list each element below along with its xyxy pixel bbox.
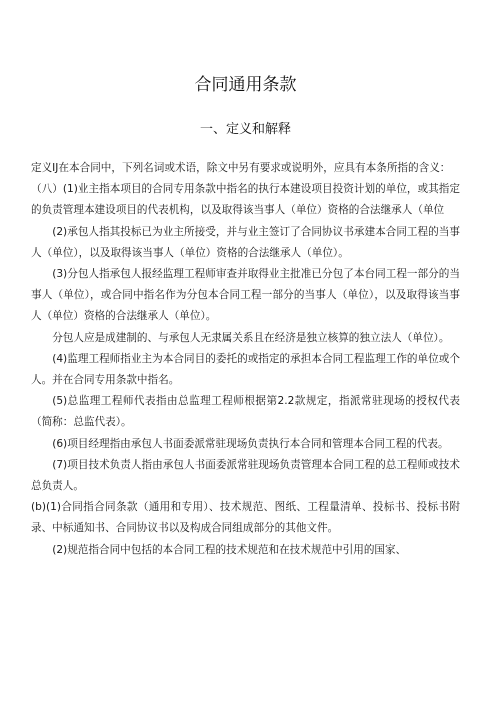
document-title: 合同通用条款 <box>194 75 297 95</box>
paragraph-specification: (2)规范指合同中包括的本合同工程的技术规范和在技术规范中引用的国家、 <box>52 543 407 556</box>
paragraph-project-manager: (6)项目经理指由承包人书面委派常驻现场负责执行本合同和管理本合同工程的代表。 <box>52 437 449 450</box>
paragraph-technical-lead: (7)项目技术负责人指由承包人书面委派常驻现场负责管理本合同工程的总工程师或技术总负责人。 <box>31 458 460 493</box>
paragraph-subcontractor-note: 分包人应是成建制的、与承包人无隶属关系且在经济是独立核算的独立法人（单位）。 <box>52 331 450 344</box>
paragraph-definition-intro: 定义IJ在本合同中，下列名词或术语，除文中另有要求或说明外，应具有本条所指的含义： <box>31 162 451 174</box>
section-heading: 一、定义和解释 <box>199 122 291 137</box>
paragraph-contract: (b)(1)合同指合同条款（通用和专用）、技术规范、图纸、工程量清单、投标书、投标书附录、中标通知书、合同协议书以及构成合同组成部分的其他文件。 <box>31 501 460 535</box>
paragraph-chief-engineer-rep: (5)总监理工程师代表指由总监理工程师根据第2.2款规定，指派常驻现场的授权代表（简称：总监代表）。 <box>31 395 460 429</box>
paragraph-owner: （八）(1)业主指本项目的合同专用条款中指名的执行本建设项目投资计划的单位，或其指定的负责管理本建设项目的代表机构，以及取得该当事人（单位）资格的合法继承人（单位 <box>31 183 460 217</box>
paragraph-supervising-engineer: (4)监理工程师指业主为本合同目的委托的或指定的承担本合同工程监理工作的单位或个人。并在合同专用条款中指名。 <box>31 352 460 387</box>
paragraph-subcontractor: (3)分包人指承包人报经监理工程师审查并取得业主批准已分包了本台同工程一部分的当事人（单位），或合同中指名作为分包本合同工程一部分的当事人（单位），以及取得该当事人（单位）资格的合法继承人（单位）。 <box>31 268 460 323</box>
paragraph-contractor: (2)承包人指其投标已为业主所接受，并与业主签订了合同协议书承建本合同工程的当事人（单位），以及取得该当事人（单位）资格的合法继承人（单位）。 <box>31 225 460 259</box>
document-body <box>31 138 460 561</box>
